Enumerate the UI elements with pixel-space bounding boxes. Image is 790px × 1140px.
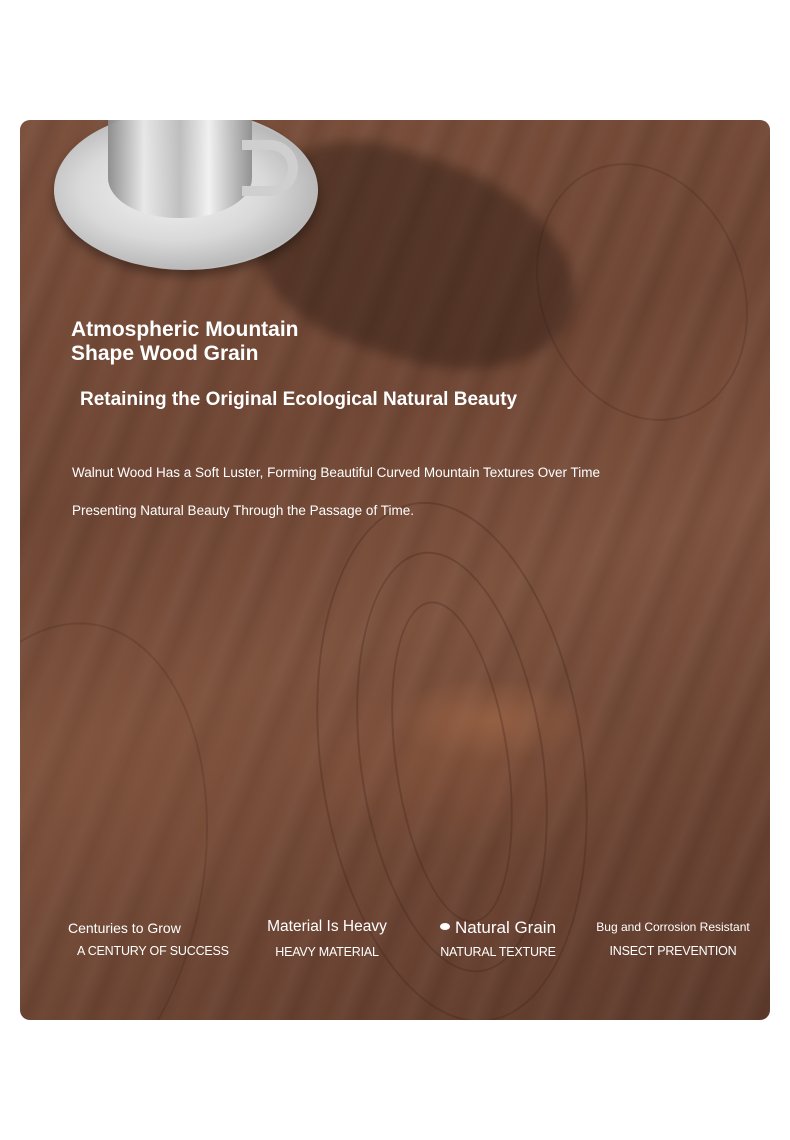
feature-label-row: [418, 918, 578, 938]
feature-label: Bug and Corrosion Resistant: [596, 920, 750, 934]
feature-label: Centuries to Grow: [68, 920, 181, 936]
description-line-1: Walnut Wood Has a Soft Luster, Forming Beautiful Curved Mountain Textures Over Time: [72, 465, 600, 480]
glass-cup: [108, 120, 252, 218]
feature-bug-corrosion-resistant: [588, 920, 758, 958]
feature-centuries-to-grow: [68, 920, 228, 958]
feature-sublabel: HEAVY MATERIAL: [275, 945, 379, 959]
description-line-2: Presenting Natural Beauty Through the Passage of Time.: [72, 503, 414, 518]
headline-title-line2: Shape Wood Grain: [71, 342, 259, 365]
bullet-dot-icon: [440, 923, 450, 930]
feature-label: Natural Grain: [454, 918, 557, 937]
feature-sublabel: INSECT PREVENTION: [609, 944, 737, 958]
feature-sublabel: NATURAL TEXTURE: [440, 945, 556, 959]
feature-natural-grain: [418, 918, 578, 959]
headline-subtitle: Retaining the Original Ecological Natural Beauty: [80, 389, 518, 410]
feature-material-is-heavy: [247, 918, 407, 959]
product-feature-card: [20, 120, 770, 1020]
headline-title: [71, 318, 431, 366]
feature-label: Material Is Heavy: [267, 918, 387, 935]
headline-title-line1: Atmospheric Mountain: [71, 318, 299, 341]
cup-handle: [242, 140, 298, 196]
feature-sublabel: A CENTURY OF SUCCESS: [77, 944, 229, 958]
